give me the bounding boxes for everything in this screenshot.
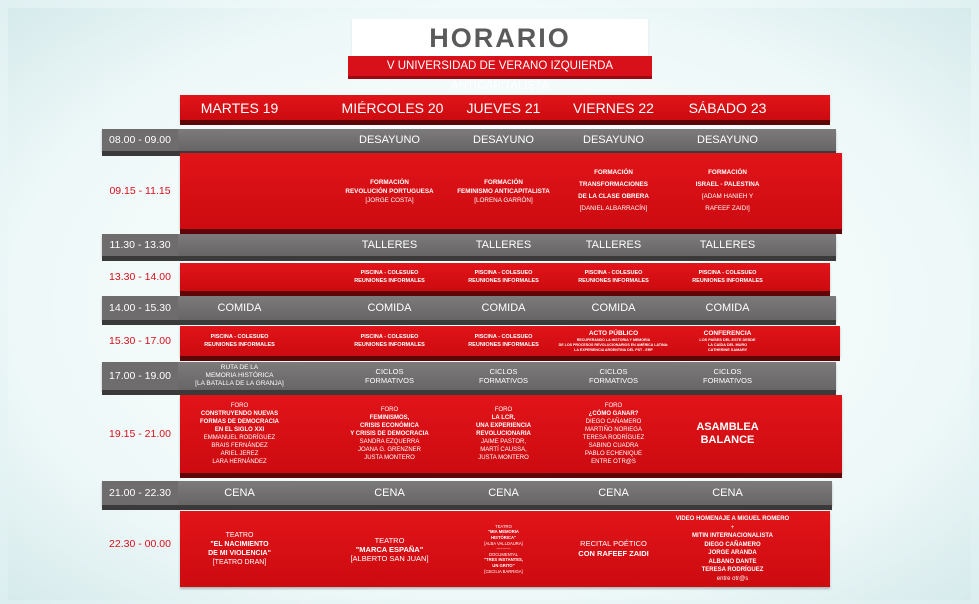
cell-training: FORMACIÓN ISRAEL - PALESTINA [ADAM HANIEH Y RAFEEF ZAIDI]: [695, 169, 760, 212]
cell-cycles: CICLOS FORMATIVOS: [364, 366, 415, 385]
cell-pool: PISCINA - COLESUEO REUNIONES INFORMALES: [468, 334, 539, 348]
cell-cycles: CICLOS FORMATIVOS: [588, 366, 639, 385]
cell-pool: PISCINA - COLESUEO REUNIONES INFORMALES: [354, 334, 425, 348]
day-header-sat: SÁBADO 23: [688, 99, 767, 116]
page-title: HORARIO: [429, 23, 571, 53]
time-label: 08.00 - 09.00: [102, 129, 178, 151]
cell-pool: PISCINA - COLESUEO REUNIONES INFORMALES: [692, 270, 763, 284]
cell-theatre: TEATRO "EL NACIMIENTO DE MI VIOLENCIA" [TEATRO DRAN]: [208, 532, 271, 566]
cell-forum: FORO LA LCR, UNA EXPERIENCIA REVOLUCIONARIA JAIME PASTOR, MARTÍ CAUSSA, JUSTA MONTERO: [475, 407, 532, 461]
time-label: 17.00 - 19.00: [102, 362, 178, 390]
page-subtitle: V UNIVERSIDAD DE VERANO IZQUIERDA ANTICAPITALISTA: [348, 56, 652, 79]
cell-dinner: CENA: [224, 487, 255, 499]
cell-tribute-rally: VIDEO HOMENAJE A MIGUEL ROMERO + MITIN INTERNACIONALISTA DIEGO CAÑAMERO JORGE ARANDA ALBANO DANTE TERESA RODRÍGUEZ entre otr@s: [675, 516, 790, 582]
title-box: [352, 19, 648, 57]
cell-dinner: CENA: [488, 487, 519, 499]
day-header-fri: VIERNES 22: [573, 99, 654, 116]
cell-lunch: COMIDA: [591, 302, 636, 314]
day-header-thu: JUEVES 21: [466, 99, 541, 116]
cell-forum: FORO FEMINISMOS, CRISIS ECONÓMICA Y CRISIS DE DEMOCRACIA SANDRA EZQUERRA JOANA G. GRENZNER JUSTA MONTERO: [350, 407, 429, 461]
cell-workshops: TALLERES: [475, 239, 532, 251]
cell-recital: RECITAL POÉTICO CON RAFEEF ZAIDI: [578, 539, 649, 558]
time-label: 19.15 - 21.00: [109, 428, 171, 440]
cell-dinner: CENA: [598, 487, 629, 499]
day-header-wed: MIÉRCOLES 20: [341, 99, 444, 116]
cell-theatre: TEATRO "MARCA ESPAÑA" [ALBERTO SAN JUAN]: [350, 535, 429, 563]
cell-training: FORMACIÓN REVOLUCIÓN PORTUGUESA [JORGE COSTA]: [345, 178, 434, 204]
time-label: 09.15 - 11.15: [109, 185, 171, 197]
cell-pool: PISCINA - COLESUEO REUNIONES INFORMALES: [354, 270, 425, 284]
cell-breakfast: DESAYUNO: [583, 134, 644, 146]
time-label: 11.30 - 13.30: [102, 234, 178, 256]
cell-training: FORMACIÓN FEMINISMO ANTICAPITALISTA [LORENA GARRÓN]: [457, 178, 550, 204]
time-label: 15.30 - 17.00: [109, 335, 171, 347]
time-label: 21.00 - 22.30: [102, 481, 178, 505]
cell-forum: FORO CONSTRUYENDO NUEVAS FORMAS DE DEMOCRACIA EN EL SIGLO XXI EMMANUEL RODRÍGUEZ BRAIS FERNÁNDEZ ARIEL JEREZ LARA HERNÁNDEZ: [200, 403, 279, 465]
cell-pool: PISCINA - COLESUEO REUNIONES INFORMALES: [468, 270, 539, 284]
time-label: 13.30 - 14.00: [109, 271, 171, 283]
time-label: 14.00 - 15.30: [102, 296, 178, 320]
cell-cycles: CICLOS FORMATIVOS: [702, 366, 753, 385]
day-header-tue: MARTES 19: [200, 99, 279, 116]
cell-dinner: CENA: [374, 487, 405, 499]
cell-training: FORMACIÓN TRANSFORMACIONES DE LA CLASE OBRERA [DANIEL ALBARRACÍN]: [578, 169, 649, 212]
cell-memory-route: RUTA DE LA MEMORIA HISTÓRICA [LA BATALLA DE LA GRANJA]: [195, 364, 284, 387]
cell-workshops: TALLERES: [361, 239, 418, 251]
cell-breakfast: DESAYUNO: [697, 134, 758, 146]
cell-forum: FORO ¿CÓMO GANAR? DIEGO CAÑAMERO MARTIÑO NORIEGA TERESA RODRÍGUEZ SABINO CUADRA PABLO ECHENIQUE ENTRE OTR@S: [582, 403, 645, 465]
cell-pool: PISCINA - COLESUEO REUNIONES INFORMALES: [578, 270, 649, 284]
cell-lunch: COMIDA: [367, 302, 412, 314]
cell-assembly: ASAMBLEA BALANCE: [696, 421, 759, 446]
cell-conference: CONFERENCIA LOS PAÍSES DEL ESTE DESDE LA CAÍDA DEL MURO CATHERINE SAMARY: [699, 329, 756, 352]
cell-breakfast: DESAYUNO: [473, 134, 534, 146]
cell-public-act: ACTO PÚBLICO RECUPERANDO LA HISTORIA Y MEMORIA DE LOS PROCESOS REVOLUCIONARIOS EN AMÉRICA LATINA: LA EXPERIENCIA ARGENTINA DEL PST - ERP: [558, 329, 669, 352]
cell-lunch: COMIDA: [481, 302, 526, 314]
cell-dinner: CENA: [712, 487, 743, 499]
cell-breakfast: DESAYUNO: [359, 134, 420, 146]
cell-theatre-documentary: TEATRO "MIA MEMORIA HISTÓRICA" [ALBA VALLDAURA] ---------- DOCUMENTAL "TRES INSTANTES, UN GRITO" [CECILIA BARRIGA]: [484, 523, 523, 574]
cell-workshops: TALLERES: [699, 239, 756, 251]
cell-workshops: TALLERES: [585, 239, 642, 251]
cell-lunch: COMIDA: [217, 302, 262, 314]
cell-lunch: COMIDA: [705, 302, 750, 314]
cell-pool: PISCINA - COLESUEO REUNIONES INFORMALES: [204, 334, 275, 348]
time-label: 22.30 - 00.00: [109, 538, 171, 550]
cell-cycles: CICLOS FORMATIVOS: [478, 366, 529, 385]
